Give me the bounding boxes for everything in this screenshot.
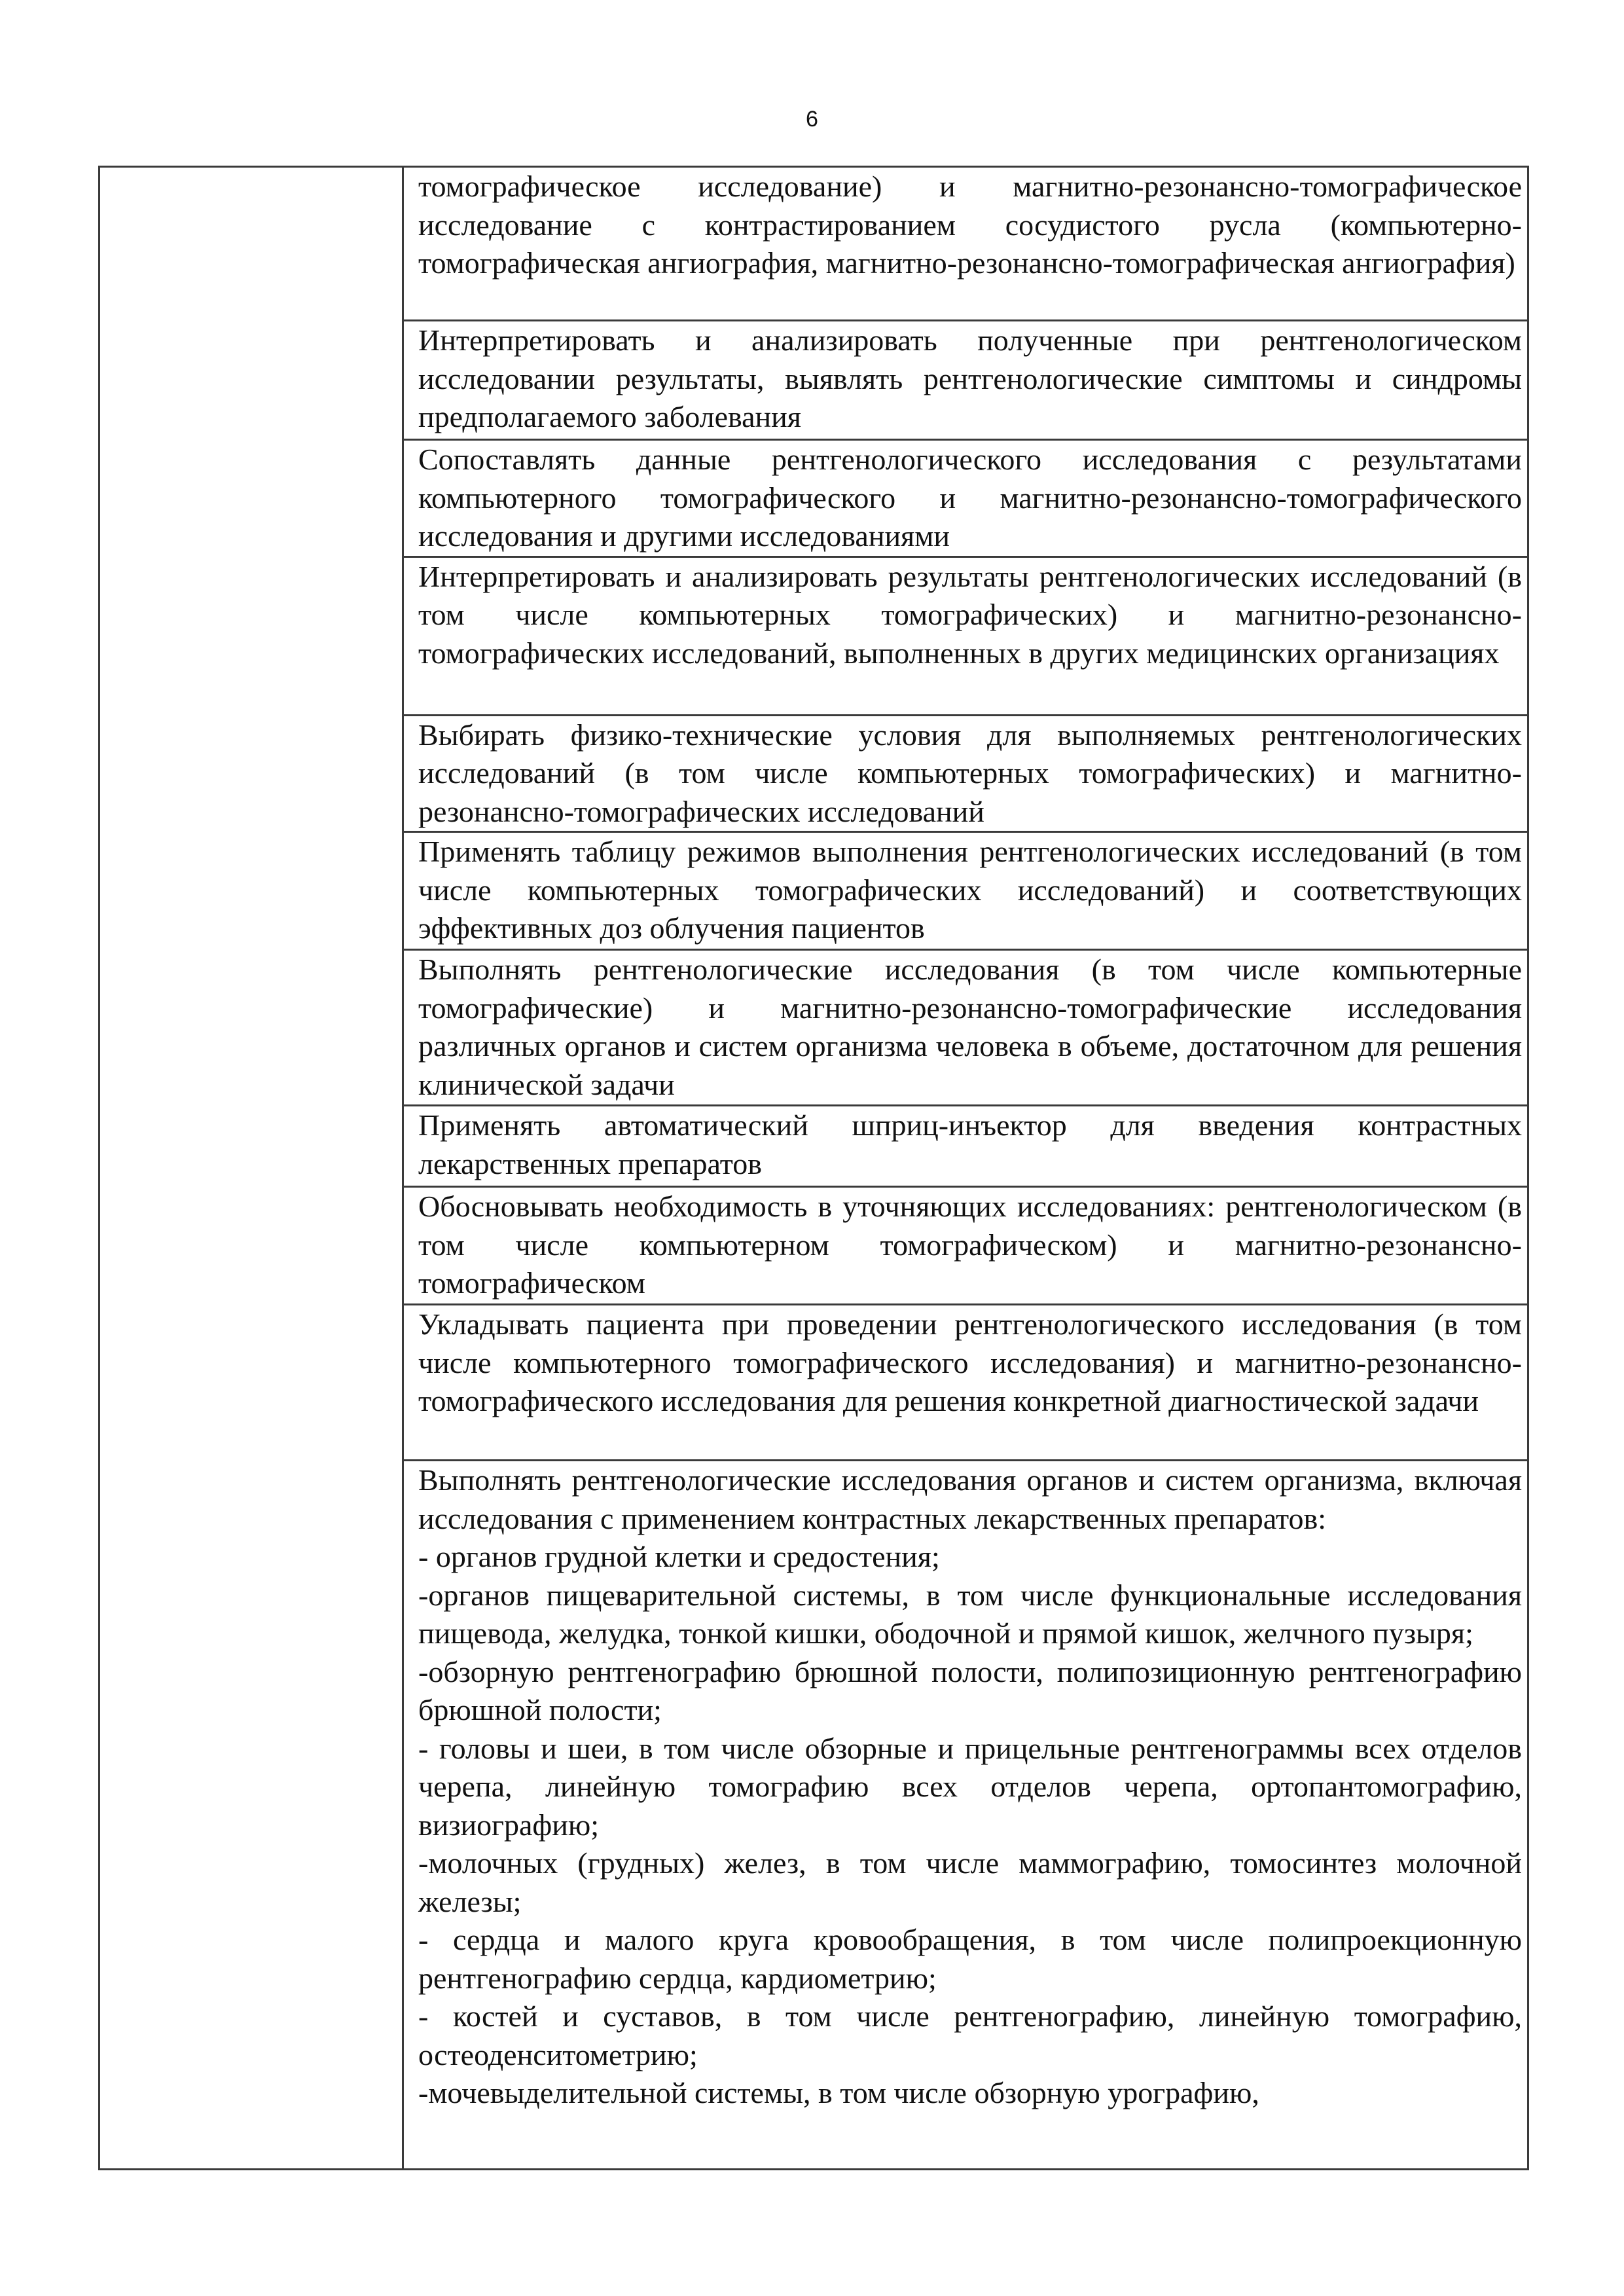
row-2-text xyxy=(404,321,1527,437)
row-1-text xyxy=(404,168,1527,283)
table-cell xyxy=(403,832,1528,950)
cell-line: Применять таблицу режимов выполнения рентгенологических исследований (в том числе компьютерных томографических исследований) и соответствующих эффективных доз облучения пациентов xyxy=(418,835,1522,945)
cell-line: Выполнять рентгенологические исследования (в том числе компьютерные томографические) и магнитно-резонансно-томографические исследования различных органов и систем организма человека в объеме, достаточном для решения клинической задачи xyxy=(418,953,1522,1101)
cell-line: Интерпретировать и анализировать полученные при рентгенологическом исследовании результаты, выявлять рентгенологические симптомы и синдромы предполагаемого заболевания xyxy=(418,323,1522,433)
table-cell xyxy=(403,556,1528,715)
row-5-text xyxy=(404,716,1527,831)
table-cell xyxy=(403,1305,1528,1461)
cell-line: Укладывать пациента при проведении рентгенологического исследования (в том числе компьютерного томографического исследования) и магнитно-резонансно-томографического исследования для решения конкретной диагностической задачи xyxy=(418,1307,1522,1417)
table-cell xyxy=(403,1106,1528,1187)
cell-line: Применять автоматический шприц-инъектор для введения контрастных лекарственных препаратов xyxy=(418,1108,1522,1180)
cell-line: Выбирать физико-технические условия для выполняемых рентгенологических исследований (в том числе компьютерных томографических) и магнитно-резонансно-томографических исследований xyxy=(418,718,1522,828)
list-item: - сердца и малого круга кровообращения, в том числе полипроекционную рентгенографию сердца, кардиометрию; xyxy=(418,1923,1522,1995)
row-10-text xyxy=(404,1305,1527,1421)
requirements-table xyxy=(98,166,1529,2170)
table-cell xyxy=(403,167,1528,321)
cell-line: Выполнять рентгенологические исследования органов и систем организма, включая исследования с применением контрастных лекарственных препаратов: xyxy=(418,1463,1522,1535)
row-6-text xyxy=(404,833,1527,948)
row-11-text xyxy=(404,1461,1527,2113)
list-item: - костей и суставов, в том числе рентгенографию, линейную томографию, остеоденситометрию; xyxy=(418,1999,1522,2071)
left-empty-column xyxy=(99,167,403,2170)
row-8-text xyxy=(404,1106,1527,1183)
list-item: -молочных (грудных) желез, в том числе маммографию, томосинтез молочной железы; xyxy=(418,1846,1522,1918)
list-item: - головы и шеи, в том числе обзорные и прицельные рентгенограммы всех отделов черепа, линейную томографию всех отделов черепа, ортопантомографию, визиографию; xyxy=(418,1731,1522,1842)
row-9-text xyxy=(404,1188,1527,1303)
list-item: -мочевыделительной системы, в том числе обзорную урографию, xyxy=(418,2076,1259,2109)
row-4-text xyxy=(404,558,1527,673)
cell-line: Сопоставлять данные рентгенологического исследования с результатами компьютерного томографического и магнитно-резонансно-томографического исследования и другими исследованиями xyxy=(418,443,1522,553)
table-cell xyxy=(403,715,1528,832)
table-cell xyxy=(403,321,1528,440)
row-3-text xyxy=(404,441,1527,556)
row-7-text xyxy=(404,951,1527,1104)
list-item: -обзорную рентгенографию брюшной полости, полипозиционную рентгенографию брюшной полости; xyxy=(418,1654,1522,1726)
table-row xyxy=(99,167,1528,321)
list-item: -органов пищеварительной системы, в том числе функциональные исследования пищевода, желудка, тонкой кишки, ободочной и прямой кишок, желчного пузыря; xyxy=(418,1578,1522,1650)
table-cell xyxy=(403,1461,1528,2170)
page-number: 6 xyxy=(806,107,818,132)
cell-line: томографическое исследование) и магнитно-резонансно-томографическое исследование с контрастированием сосудистого русла (компьютерно-томографическая ангиография, магнитно-резонансно-томографическая ангиография) xyxy=(418,170,1522,280)
table-cell xyxy=(403,440,1528,557)
cell-line: Обосновывать необходимость в уточняющих исследованиях: рентгенологическом (в том числе компьютерном томографическом) и магнитно-резонансно-томографическом xyxy=(418,1190,1522,1300)
table-cell xyxy=(403,950,1528,1106)
list-item: - органов грудной клетки и средостения; xyxy=(418,1540,940,1573)
table-cell xyxy=(403,1187,1528,1305)
cell-line: Интерпретировать и анализировать результаты рентгенологических исследований (в том числе компьютерных томографических) и магнитно-резонансно-томографических исследований, выполненных в других медицинских организациях xyxy=(418,559,1522,670)
